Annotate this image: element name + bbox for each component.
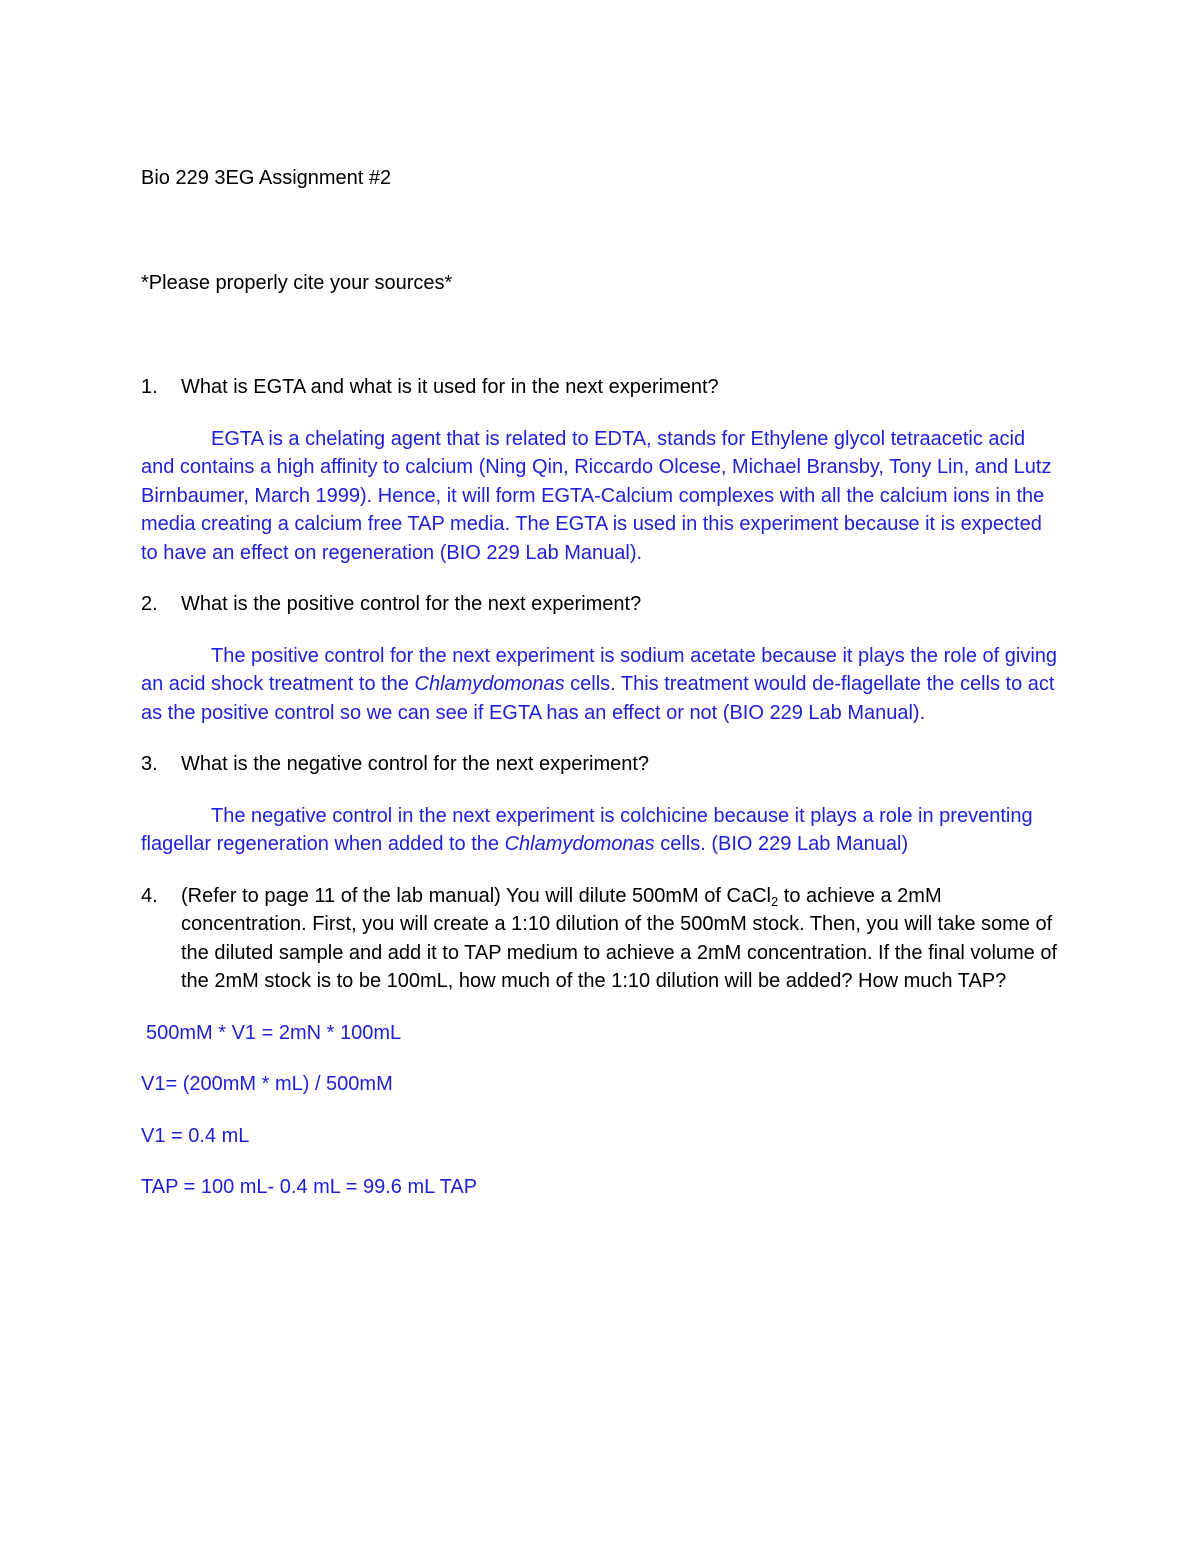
question-number: 3. xyxy=(141,753,158,775)
document-title: Bio 229 3EG Assignment #2 xyxy=(141,167,392,189)
answer-3 xyxy=(141,802,1061,859)
document-body xyxy=(141,164,1061,1202)
question-text: What is the negative control for the next experiment? xyxy=(181,753,650,775)
question-number: 4. xyxy=(141,884,158,907)
calc-line-2: V1= (200mM * mL) / 500mM xyxy=(141,1073,393,1095)
question-text: What is EGTA and what is it used for in the next experiment? xyxy=(181,376,719,398)
calc-line-1: 500mM * V1 = 2mN * 100mL xyxy=(146,1021,402,1044)
question-3 xyxy=(141,750,1061,779)
answer-text: cells. (BIO 229 Lab Manual) xyxy=(654,833,909,855)
subscript: 2 xyxy=(770,893,779,909)
question-text: What is the positive control for the next experiment? xyxy=(181,593,642,615)
question-4 xyxy=(141,882,1061,996)
answer-text: The positive control for the next experiment is sodium acetate because it plays the role of giving an acid shock treatment to the xyxy=(141,644,1058,695)
citation-note: *Please properly cite your sources* xyxy=(141,271,453,294)
answer-1: EGTA is a chelating agent that is related to EDTA, stands for Ethylene glycol tetraacetic acid and contains a high affinity to calcium (Ning Qin, Riccardo Olcese, Michael Bransby, Tony Lin, and Lutz Birnbaumer, March 1999). Hence, it will form EGTA-Calcium complexes with all the calcium ions in the media creating a calcium free TAP media. The EGTA is used in this experiment because it is expected to have an effect on regeneration (BIO 229 Lab Manual). xyxy=(141,427,1052,564)
question-text xyxy=(181,882,1061,996)
answer-text: cells. This treatment would de-flagellate the cells to act as the positive control so we can see if EGTA has an effect or not (BIO 229 Lab Manual). xyxy=(141,673,1055,724)
question-1 xyxy=(141,373,1061,402)
answer-italic-term: Chlamydomonas xyxy=(504,833,655,855)
question-text-part: (Refer to page 11 of the lab manual) You will dilute 500mM of CaCl xyxy=(181,884,771,907)
question-number: 2. xyxy=(141,593,158,615)
question-2 xyxy=(141,590,1061,619)
calc-line-4: TAP = 100 mL- 0.4 mL = 99.6 mL TAP xyxy=(141,1176,478,1198)
answer-text: The negative control in the next experiment is colchicine because it plays a role in preventing flagellar regeneration when added to the xyxy=(141,804,1033,855)
answer-2 xyxy=(141,642,1061,728)
answer-italic-term: Chlamydomonas xyxy=(414,673,565,695)
question-text-part: to achieve a 2mM concentration. First, you will create a 1:10 dilution of the 500mM stock. Then, you will take some of the diluted sample and add it to TAP medium to achieve a 2mM concentration. If the final volume of the 2mM stock is to be 100mL, how much of the 1:10 dilution will be added? How much TAP? xyxy=(181,884,1058,992)
calc-line-3: V1 = 0.4 mL xyxy=(141,1124,250,1147)
question-number: 1. xyxy=(141,376,158,398)
